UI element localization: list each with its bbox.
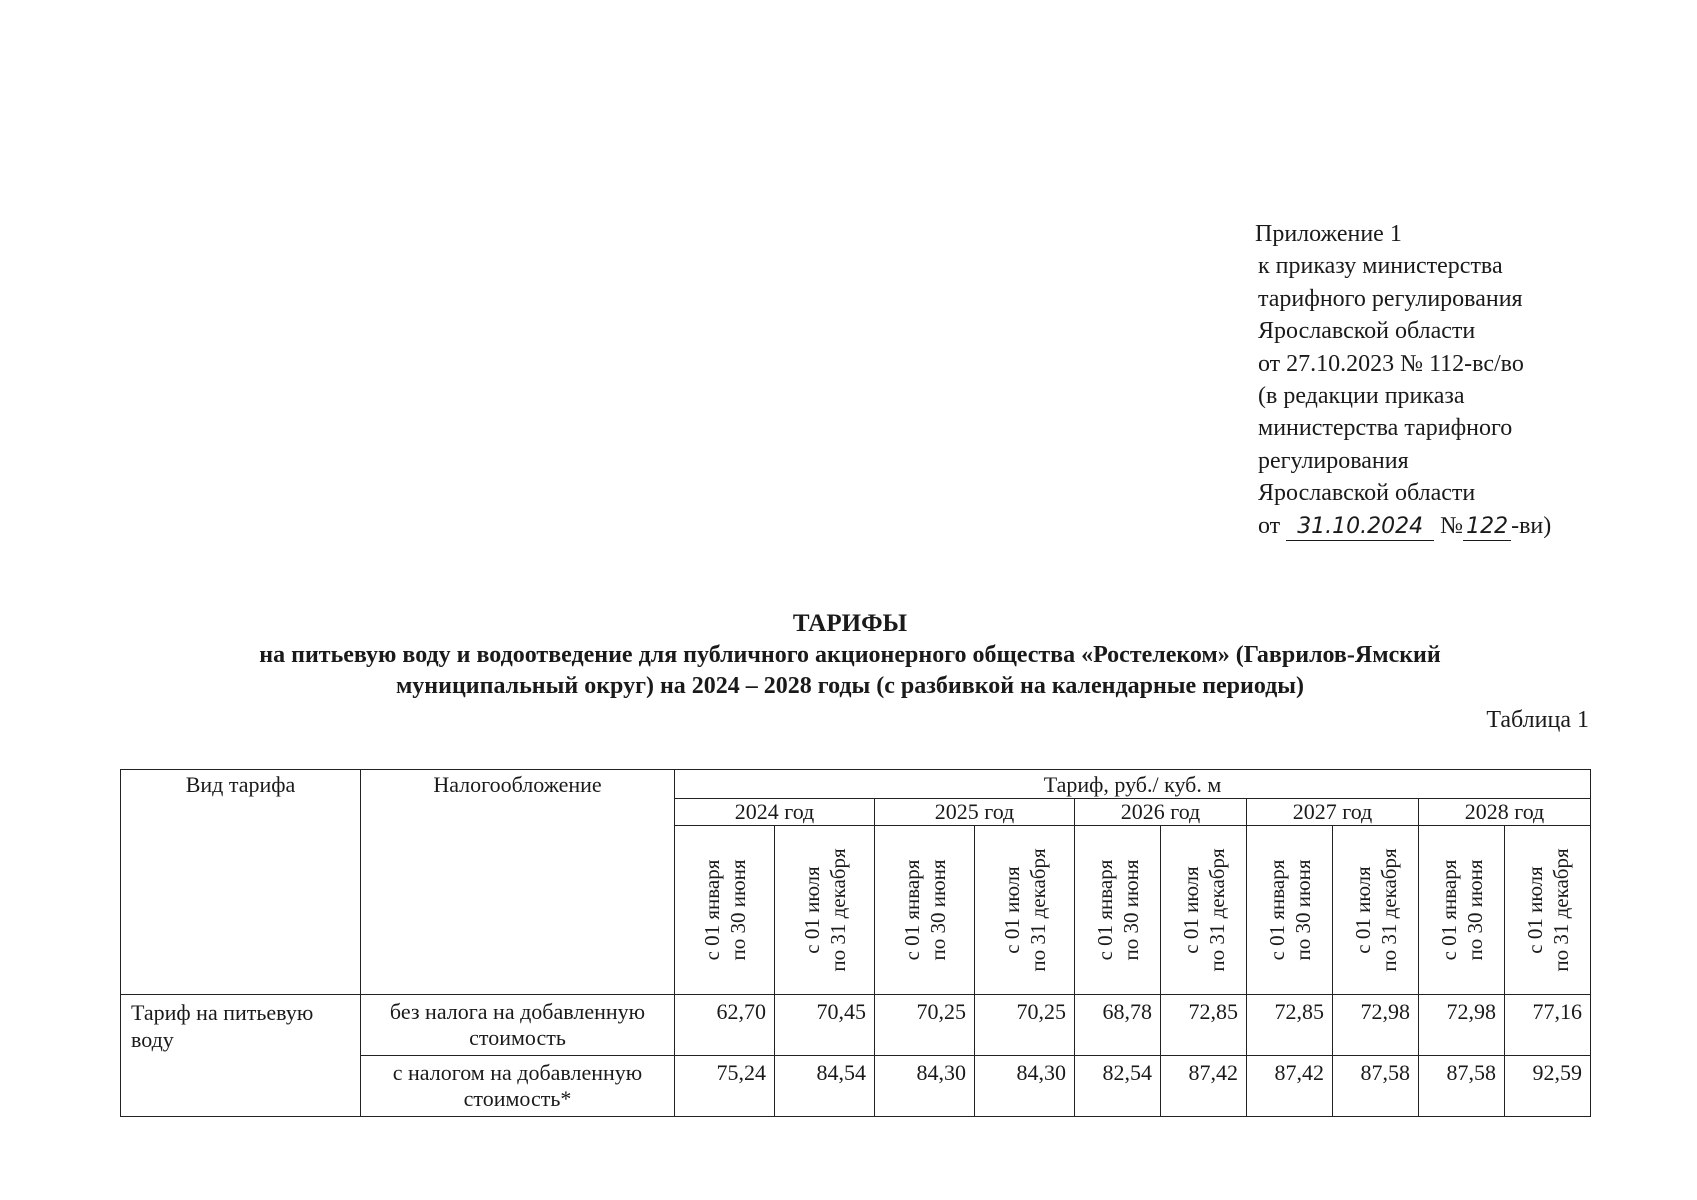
- tariff-table: [120, 769, 1591, 1117]
- appendix-line: Ярославской области: [1258, 318, 1476, 345]
- document-title: ТАРИФЫ: [792, 610, 908, 637]
- appendix-line: регулирования: [1258, 447, 1409, 474]
- header-tariff-type: Вид тарифа: [121, 770, 361, 995]
- header-tariff-unit: Тариф, руб./ куб. м: [675, 770, 1591, 799]
- handwritten-number: 122: [1463, 514, 1511, 541]
- tariff-value: 70,25: [975, 995, 1075, 1056]
- header-period: с 01 января по 30 июня: [1075, 826, 1161, 995]
- tariff-value: 72,85: [1161, 995, 1247, 1056]
- appendix-line: к приказу министерства: [1258, 253, 1503, 280]
- table-row: [121, 995, 1591, 1056]
- appendix-line: Ярославской области: [1258, 480, 1476, 507]
- appendix-line: (в редакции приказа: [1258, 383, 1465, 410]
- header-period: с 01 января по 30 июня: [675, 826, 775, 995]
- tariff-value: 84,30: [975, 1056, 1075, 1117]
- tariff-value: 87,58: [1419, 1056, 1505, 1117]
- header-period: с 01 июля по 31 декабря: [1333, 826, 1419, 995]
- header-period: с 01 июля по 31 декабря: [775, 826, 875, 995]
- number-sign: №: [1440, 512, 1464, 539]
- tariff-value: 62,70: [675, 995, 775, 1056]
- header-taxation: Налогообложение: [361, 770, 675, 995]
- taxation-cell: без налога на добавленную стоимость: [361, 995, 675, 1056]
- header-year: 2025 год: [875, 799, 1075, 826]
- appendix-line: Приложение 1: [1255, 221, 1402, 247]
- tariff-value: 87,42: [1247, 1056, 1333, 1117]
- appendix-line: от 27.10.2023 № 112-вс/во: [1258, 350, 1524, 377]
- header-period: с 01 января по 30 июня: [1247, 826, 1333, 995]
- appendix-block: [1255, 218, 1552, 542]
- tariff-value: 72,98: [1419, 995, 1505, 1056]
- table-label: Таблица 1: [1486, 707, 1589, 733]
- tariff-value: 84,54: [775, 1056, 875, 1117]
- tariff-value: 70,25: [875, 995, 975, 1056]
- header-year: 2028 год: [1419, 799, 1591, 826]
- document-subtitle: [120, 640, 1580, 702]
- header-period: с 01 июля по 31 декабря: [1505, 826, 1591, 995]
- tariff-value: 77,16: [1505, 995, 1591, 1056]
- tariff-value: 68,78: [1075, 995, 1161, 1056]
- tariff-value: 87,58: [1333, 1056, 1419, 1117]
- tariff-value: 92,59: [1505, 1056, 1591, 1117]
- subtitle-line: на питьевую воду и водоотведение для публичного акционерного общества «Ростелеком» (Гаврилов-Ямский: [259, 642, 1441, 668]
- tariff-value: 72,85: [1247, 995, 1333, 1056]
- header-period: с 01 января по 30 июня: [1419, 826, 1505, 995]
- tariff-value: 75,24: [675, 1056, 775, 1117]
- taxation-cell: с налогом на добавленную стоимость*: [361, 1056, 675, 1117]
- tariff-type-cell: Тариф на питьевую воду: [121, 995, 361, 1117]
- header-period: с 01 января по 30 июня: [875, 826, 975, 995]
- appendix-prefix: от: [1258, 512, 1281, 539]
- appendix-suffix: -ви): [1511, 512, 1552, 539]
- header-year: 2026 год: [1075, 799, 1247, 826]
- tariff-value: 70,45: [775, 995, 875, 1056]
- handwritten-date: 31.10.2024: [1286, 514, 1434, 541]
- header-year: 2027 год: [1247, 799, 1419, 826]
- tariff-value: 84,30: [875, 1056, 975, 1117]
- tariff-value: 72,98: [1333, 995, 1419, 1056]
- tariff-value: 87,42: [1161, 1056, 1247, 1117]
- subtitle-line: муниципальный округ) на 2024 – 2028 годы (с разбивкой на календарные периоды): [395, 673, 1305, 699]
- header-year: 2024 год: [675, 799, 875, 826]
- appendix-last-line: [1258, 510, 1551, 542]
- appendix-line: тарифного регулирования: [1258, 285, 1523, 312]
- appendix-line: министерства тарифного: [1258, 415, 1513, 442]
- header-period: с 01 июля по 31 декабря: [975, 826, 1075, 995]
- tariff-value: 82,54: [1075, 1056, 1161, 1117]
- header-period: с 01 июля по 31 декабря: [1161, 826, 1247, 995]
